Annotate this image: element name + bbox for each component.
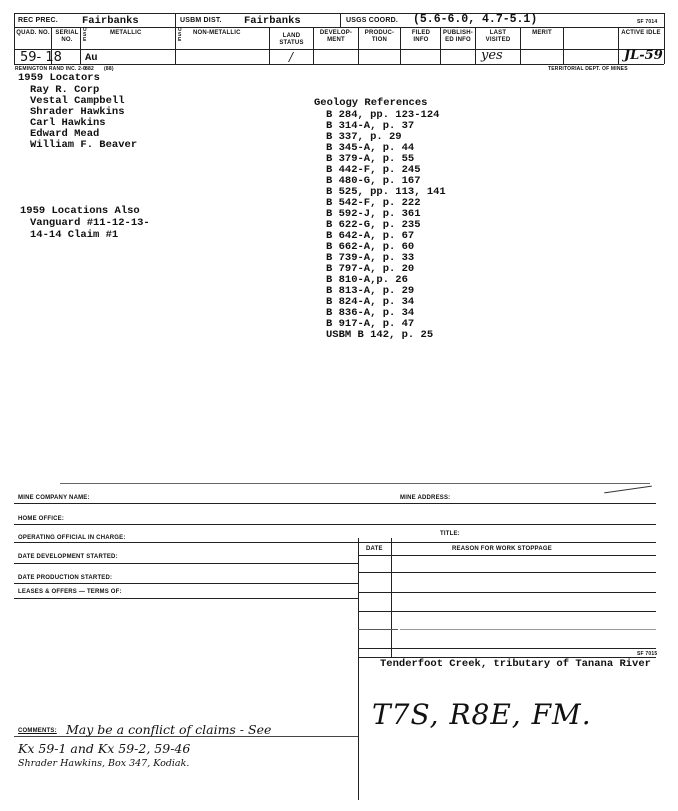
land-status-value: / [289, 50, 294, 64]
locator-name: Carl Hawkins [30, 117, 106, 129]
mine-address-label: MINE ADDRESS: [400, 495, 451, 501]
locator-name: Vestal Campbell [30, 95, 125, 107]
agency-label: TERRITORIAL DEPT. OF MINES [548, 66, 628, 72]
col-land-status: LAND STATUS [279, 33, 304, 46]
usgs-coord-value: (5.6-6.0, 4.7-5.1) [413, 13, 538, 26]
locators-title: 1959 Locators [18, 72, 100, 84]
date-development-label: DATE DEVELOPMENT STARTED: [18, 554, 118, 560]
printer-credit: REMINGTON RAND INC. 2-0 [15, 66, 86, 72]
locations-also-line: Vanguard #11-12-13- [30, 217, 150, 229]
usbm-dist-value: Fairbanks [244, 15, 301, 27]
rec-prec-label: REC PREC. [18, 17, 58, 24]
reason-col-label: REASON FOR WORK STOPPAGE [452, 546, 552, 552]
geology-section [312, 97, 446, 340]
form-number-2: SF 7015 [637, 651, 658, 657]
col-last-visited: LAST VISITED [485, 30, 511, 43]
col-use-nonmetallic: U S E [178, 27, 182, 43]
col-merit: MERIT [532, 30, 552, 36]
geology-ref: B 797-A, p. 20 [326, 263, 415, 275]
locators-list [18, 84, 137, 150]
locator-name: Ray R. Corp [30, 84, 100, 96]
locations-also-section [20, 205, 150, 241]
col-non-metallic: NON-METALLIC [193, 30, 241, 36]
geology-ref: B 379-A, p. 55 [326, 153, 415, 165]
geology-ref: B 836-A, p. 34 [326, 307, 415, 319]
col-production: PRODUC- TION [364, 30, 395, 43]
geology-ref: B 314-A, p. 37 [326, 120, 415, 132]
geology-ref: B 525, pp. 113, 141 [326, 186, 446, 198]
quad-serial-value: 59- 18 [20, 50, 62, 65]
mine-company-name-label: MINE COMPANY NAME: [18, 495, 90, 501]
geology-ref: B 642-A, p. 67 [326, 230, 415, 242]
geology-ref: USBM B 142, p. 25 [326, 329, 434, 341]
col-filed-info: FILED INFO [411, 30, 431, 43]
geology-ref: B 813-A, p. 29 [326, 285, 415, 297]
home-office-label: HOME OFFICE: [18, 516, 65, 522]
geology-title: Geology References [314, 97, 428, 109]
form-number: SF 7014 [637, 19, 658, 25]
comment-line: May be a conflict of claims - See [66, 722, 272, 737]
locator-name: Shrader Hawkins [30, 106, 125, 118]
rec-prec-value: Fairbanks [82, 15, 139, 27]
geology-ref: B 345-A, p. 44 [326, 142, 415, 154]
leases-offers-label: LEASES & OFFERS — TERMS OF: [18, 589, 122, 595]
usgs-coord-label: USGS COORD. [346, 17, 398, 24]
locator-name: William F. Beaver [30, 139, 138, 151]
date-production-label: DATE PRODUCTION STARTED: [18, 575, 113, 581]
geology-ref-list [312, 109, 446, 340]
printer-code-2: (88) [104, 66, 114, 72]
geology-ref: B 917-A, p. 47 [326, 318, 415, 330]
col-quad-no: QUAD. NO. [16, 30, 50, 36]
geology-ref: B 284, pp. 123-124 [326, 109, 440, 121]
comments-label: COMMENTS: [18, 728, 57, 734]
metallic-value: Au [85, 52, 98, 64]
handwritten-township: T7S, R8E, FM. [372, 698, 592, 731]
comment-line: Shrader Hawkins, Box 347, Kodiak. [18, 758, 190, 769]
col-serial-no: SERIAL NO. [55, 30, 79, 43]
geology-ref: B 480-G, p. 167 [326, 175, 421, 187]
pen-stroke [604, 486, 652, 494]
geology-ref: B 592-J, p. 361 [326, 208, 421, 220]
active-idle-value: JL-59 [624, 48, 663, 63]
comment-line: Kx 59-1 and Kx 59-2, 59-46 [18, 741, 191, 756]
date-col-label: DATE [366, 546, 383, 552]
printer-code: 882 [85, 66, 94, 72]
operating-official-label: OPERATING OFFICIAL IN CHARGE: [18, 535, 126, 541]
locations-also-title: 1959 Locations Also [20, 205, 140, 217]
locations-also-line: 14-14 Claim #1 [30, 229, 119, 241]
usbm-dist-label: USBM DIST. [180, 17, 222, 24]
col-metallic: METALLIC [110, 30, 142, 36]
geology-ref: B 824-A, p. 34 [326, 296, 415, 308]
published-info-value: yes [481, 48, 503, 63]
geology-ref: B 810-A,p. 26 [326, 274, 408, 286]
location-description: Tenderfoot Creek, tributary of Tanana River [380, 658, 651, 670]
geology-ref: B 622-G, p. 235 [326, 219, 421, 231]
locator-name: Edward Mead [30, 128, 100, 140]
geology-ref: B 542-F, p. 222 [326, 197, 421, 209]
col-published-info: PUBLISH- ED INFO [443, 30, 473, 43]
geology-ref: B 337, p. 29 [326, 131, 402, 143]
locators-section [18, 72, 137, 150]
col-development: DEVELOP- MENT [319, 30, 353, 43]
geology-ref: B 662-A, p. 60 [326, 241, 415, 253]
geology-ref: B 442-F, p. 245 [326, 164, 421, 176]
col-active-idle: ACTIVE IDLE [621, 30, 661, 36]
col-use-metallic: U S E [83, 27, 87, 43]
geology-ref: B 739-A, p. 33 [326, 252, 415, 264]
title-label: TITLE: [440, 531, 460, 537]
